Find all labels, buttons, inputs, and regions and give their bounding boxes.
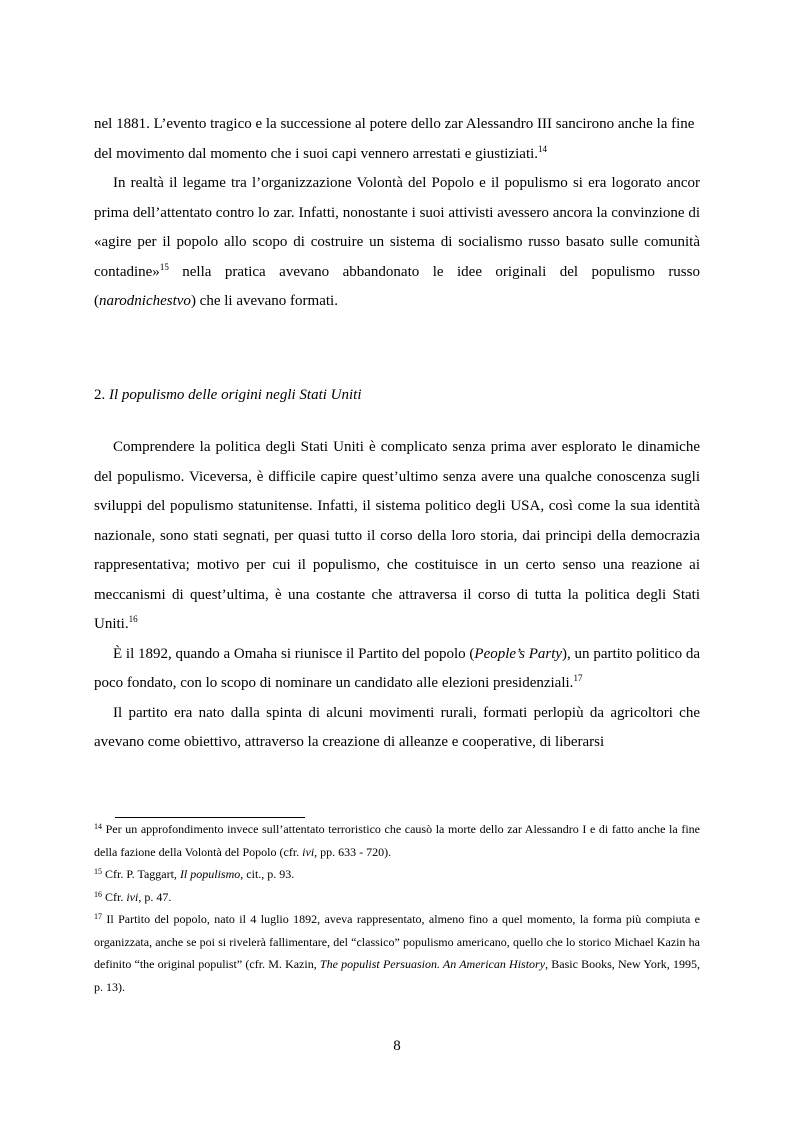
footnote-15-italic: Il populismo xyxy=(179,867,241,881)
footnote-ref-15[interactable]: 15 xyxy=(159,261,169,272)
footnote-ref-14[interactable]: 14 xyxy=(538,143,548,154)
footnote-16-number: 16 xyxy=(94,889,102,899)
paragraph-2-text-3: ) che li avevano formati. xyxy=(190,293,338,309)
footnotes xyxy=(94,818,700,998)
section-number: 2. xyxy=(94,387,109,403)
paragraph-2-text-2: nella pratica avevano abbandonato le idee originali del populismo russo ( xyxy=(94,263,700,309)
footnote-16 xyxy=(94,886,700,909)
footnote-15-text-1: Cfr. P. Taggart, xyxy=(102,867,180,881)
paragraph-3-text: Comprendere la politica degli Stati Uniti è complicato senza prima aver esplorato le dinamiche del populismo. Viceversa, è difficile capire quest’ultimo senza avere una qualche conoscenza sugli sviluppi del populismo statunitense. Infatti, il sistema politico degli USA, così come la sua identità nazionale, sono stati segnati, per quasi tutto il corso della loro storia, dai principi della democrazia rappresentativa; motivo per cui il populismo, che costituisce in un certo senso una reazione ai meccanismi di quest’ultima, è una costante che attraversa il corso di tutta la politica degli Stati Uniti. xyxy=(94,439,700,632)
paragraph-1 xyxy=(94,110,700,169)
footnote-14-number: 14 xyxy=(94,822,102,831)
footnote-14-text-1: Per un approfondimento invece sull’attentato terroristico che causò la morte dello zar Alessandro I e di fatto anche la fine della fazione della Volontà del Popolo (cfr. xyxy=(94,822,700,859)
paragraph-2 xyxy=(94,169,700,317)
footnote-17-text-1: Il Partito del popolo, nato il 4 luglio 1892, aveva rappresentato, almeno fino a quel momento, la forma più compiuta e organizzata, anche se poi si rivelerà fallimentare, del “classico” populismo americano, quello che lo storico Michael Kazin ha definito “the original populist” (cfr. M. Kazin, xyxy=(94,912,700,971)
footnote-14 xyxy=(94,818,700,863)
footnote-14-text-2: pp. 633 - 720). xyxy=(317,844,392,859)
footnote-17-italic: The populist Persuasion. An American History xyxy=(319,957,546,971)
paragraph-1-text: nel 1881. L’evento tragico e la successione al potere dello zar Alessandro III sancirono anche la fine del movimento dal momento che i suoi capi vennero arrestati e giustiziati. xyxy=(94,116,695,162)
paragraph-3 xyxy=(94,433,700,758)
page-number: 8 xyxy=(393,1038,401,1054)
section-title: Il populismo delle origini negli Stati Uniti xyxy=(109,387,362,403)
footnote-15-text-2: , cit., p. 93. xyxy=(240,867,295,881)
section-heading xyxy=(94,381,362,411)
footnote-17 xyxy=(94,908,700,998)
footnote-17-text-2: , Basic Books, New York, 1995, p. 13). xyxy=(94,957,700,994)
footnote-16-text-2: , p. 47. xyxy=(138,889,172,904)
footnote-15-number: 15 xyxy=(94,867,102,876)
footnote-ref-17[interactable]: 17 xyxy=(573,673,583,683)
paragraph-4-text-1: È il 1892, quando a Omaha si riunisce il Partito del popolo ( xyxy=(113,645,475,662)
paragraph-4-text-2: ), un partito politico da poco fondato, con lo scopo di nominare un candidato alle elezioni presidenziali. xyxy=(94,645,701,691)
footnote-16-italic: ivi xyxy=(126,889,139,904)
footnote-14-italic: ivi, xyxy=(302,844,318,859)
paragraph-2-italic: narodnichestvo xyxy=(99,293,191,309)
footnote-16-text-1: Cfr. xyxy=(102,889,127,904)
paragraph-2-text-1: In realtà il legame tra l’organizzazione Volontà del Popolo e il populismo si era logorato ancor prima dell’attentato contro lo zar. Infatti, nonostante i suoi attivisti avessero ancora la convinzione di «agire per il popolo allo scopo di costruire un sistema di socialismo russo basato sulle comunità contadine» xyxy=(94,175,700,280)
footnote-15 xyxy=(94,863,700,886)
paragraph-4-italic: People’s Party xyxy=(474,645,563,662)
footnote-17-number: 17 xyxy=(94,912,102,921)
paragraph-5-text: Il partito era nato dalla spinta di alcuni movimenti rurali, formati perlopiù da agricoltori che avevano come obiettivo, attraverso la creazione di alleanze e cooperative, di liberarsi xyxy=(94,704,700,750)
footnote-ref-16[interactable]: 16 xyxy=(128,614,138,624)
